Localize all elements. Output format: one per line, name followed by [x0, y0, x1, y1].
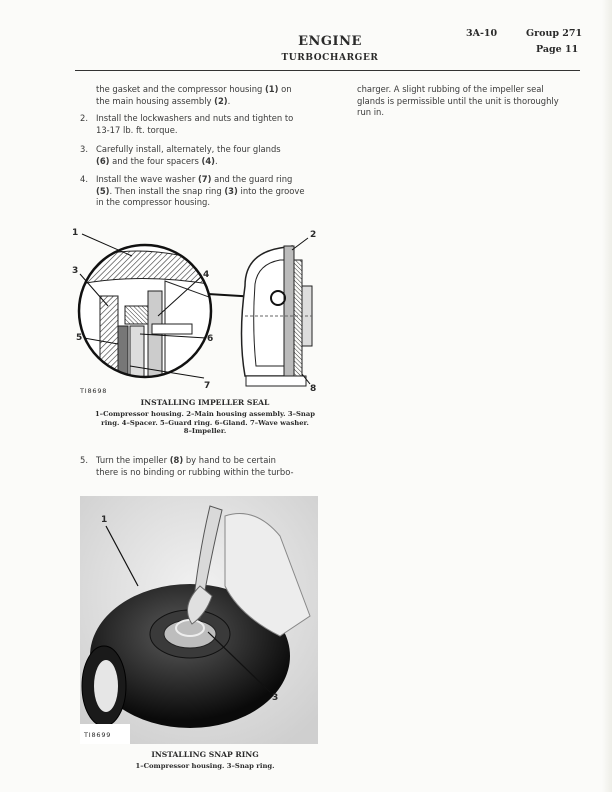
page-subtitle: TURBOCHARGER	[281, 53, 379, 63]
callout-2: 2	[310, 230, 317, 240]
callout-7: 7	[204, 381, 211, 391]
figure1-caption-title: INSTALLING IMPELLER SEAL	[140, 398, 270, 407]
figure2-caption-title: INSTALLING SNAP RING	[151, 750, 259, 759]
figure1-caption: 1–Compressor housing. 2–Main housing assembly. 3–Snap ring. 4–Spacer. 5–Guard ring. 6–Gland. 7–Wave washer. 8–Impeller.	[94, 410, 316, 436]
impeller-seal-figure	[70, 226, 330, 396]
group-label: Group 271	[526, 28, 583, 39]
step-5: 5. Turn the impeller (8) by hand to be certain there is no binding or rubbing within the turbo-	[80, 455, 294, 477]
step-4: 4. Install the wave washer (7) and the guard ring (5). Then install the snap ring (3) into the groove in the compressor housing.	[80, 174, 305, 207]
step-3: 3. Carefully install, alternately, the four glands (6) and the four spacers (4).	[80, 144, 281, 166]
page-edge-shadow	[602, 0, 612, 792]
callout-4: 4	[203, 270, 210, 280]
photo-callout-3: 3	[272, 693, 279, 703]
snap-ring-photo	[80, 496, 318, 744]
housing-section-view	[242, 246, 313, 386]
callout-8: 8	[310, 384, 317, 394]
section-number: 3A-10	[466, 28, 498, 39]
continued-paragraph: charger. A slight rubbing of the impeller seal glands is permissible until the unit is thoroughly run in.	[357, 84, 559, 117]
figure2-caption: 1–Compressor housing. 3–Snap ring.	[135, 762, 275, 770]
callout-3: 3	[72, 266, 79, 276]
figure2-code: TI8699	[84, 731, 112, 739]
page-title: ENGINE	[298, 34, 362, 49]
magnified-detail	[70, 226, 230, 396]
callout-6: 6	[207, 334, 214, 344]
page-number: Page 11	[536, 44, 579, 55]
photo-callout-1: 1	[101, 515, 108, 525]
header-rule	[75, 70, 580, 71]
figure1-code: TI8698	[80, 387, 108, 395]
callout-1: 1	[72, 228, 79, 238]
intro-paragraph: the gasket and the compressor housing (1) on the main housing assembly (2).	[96, 84, 292, 106]
callout-5: 5	[76, 333, 83, 343]
step-2: 2. Install the lockwashers and nuts and tighten to 13-17 lb. ft. torque.	[80, 113, 294, 135]
